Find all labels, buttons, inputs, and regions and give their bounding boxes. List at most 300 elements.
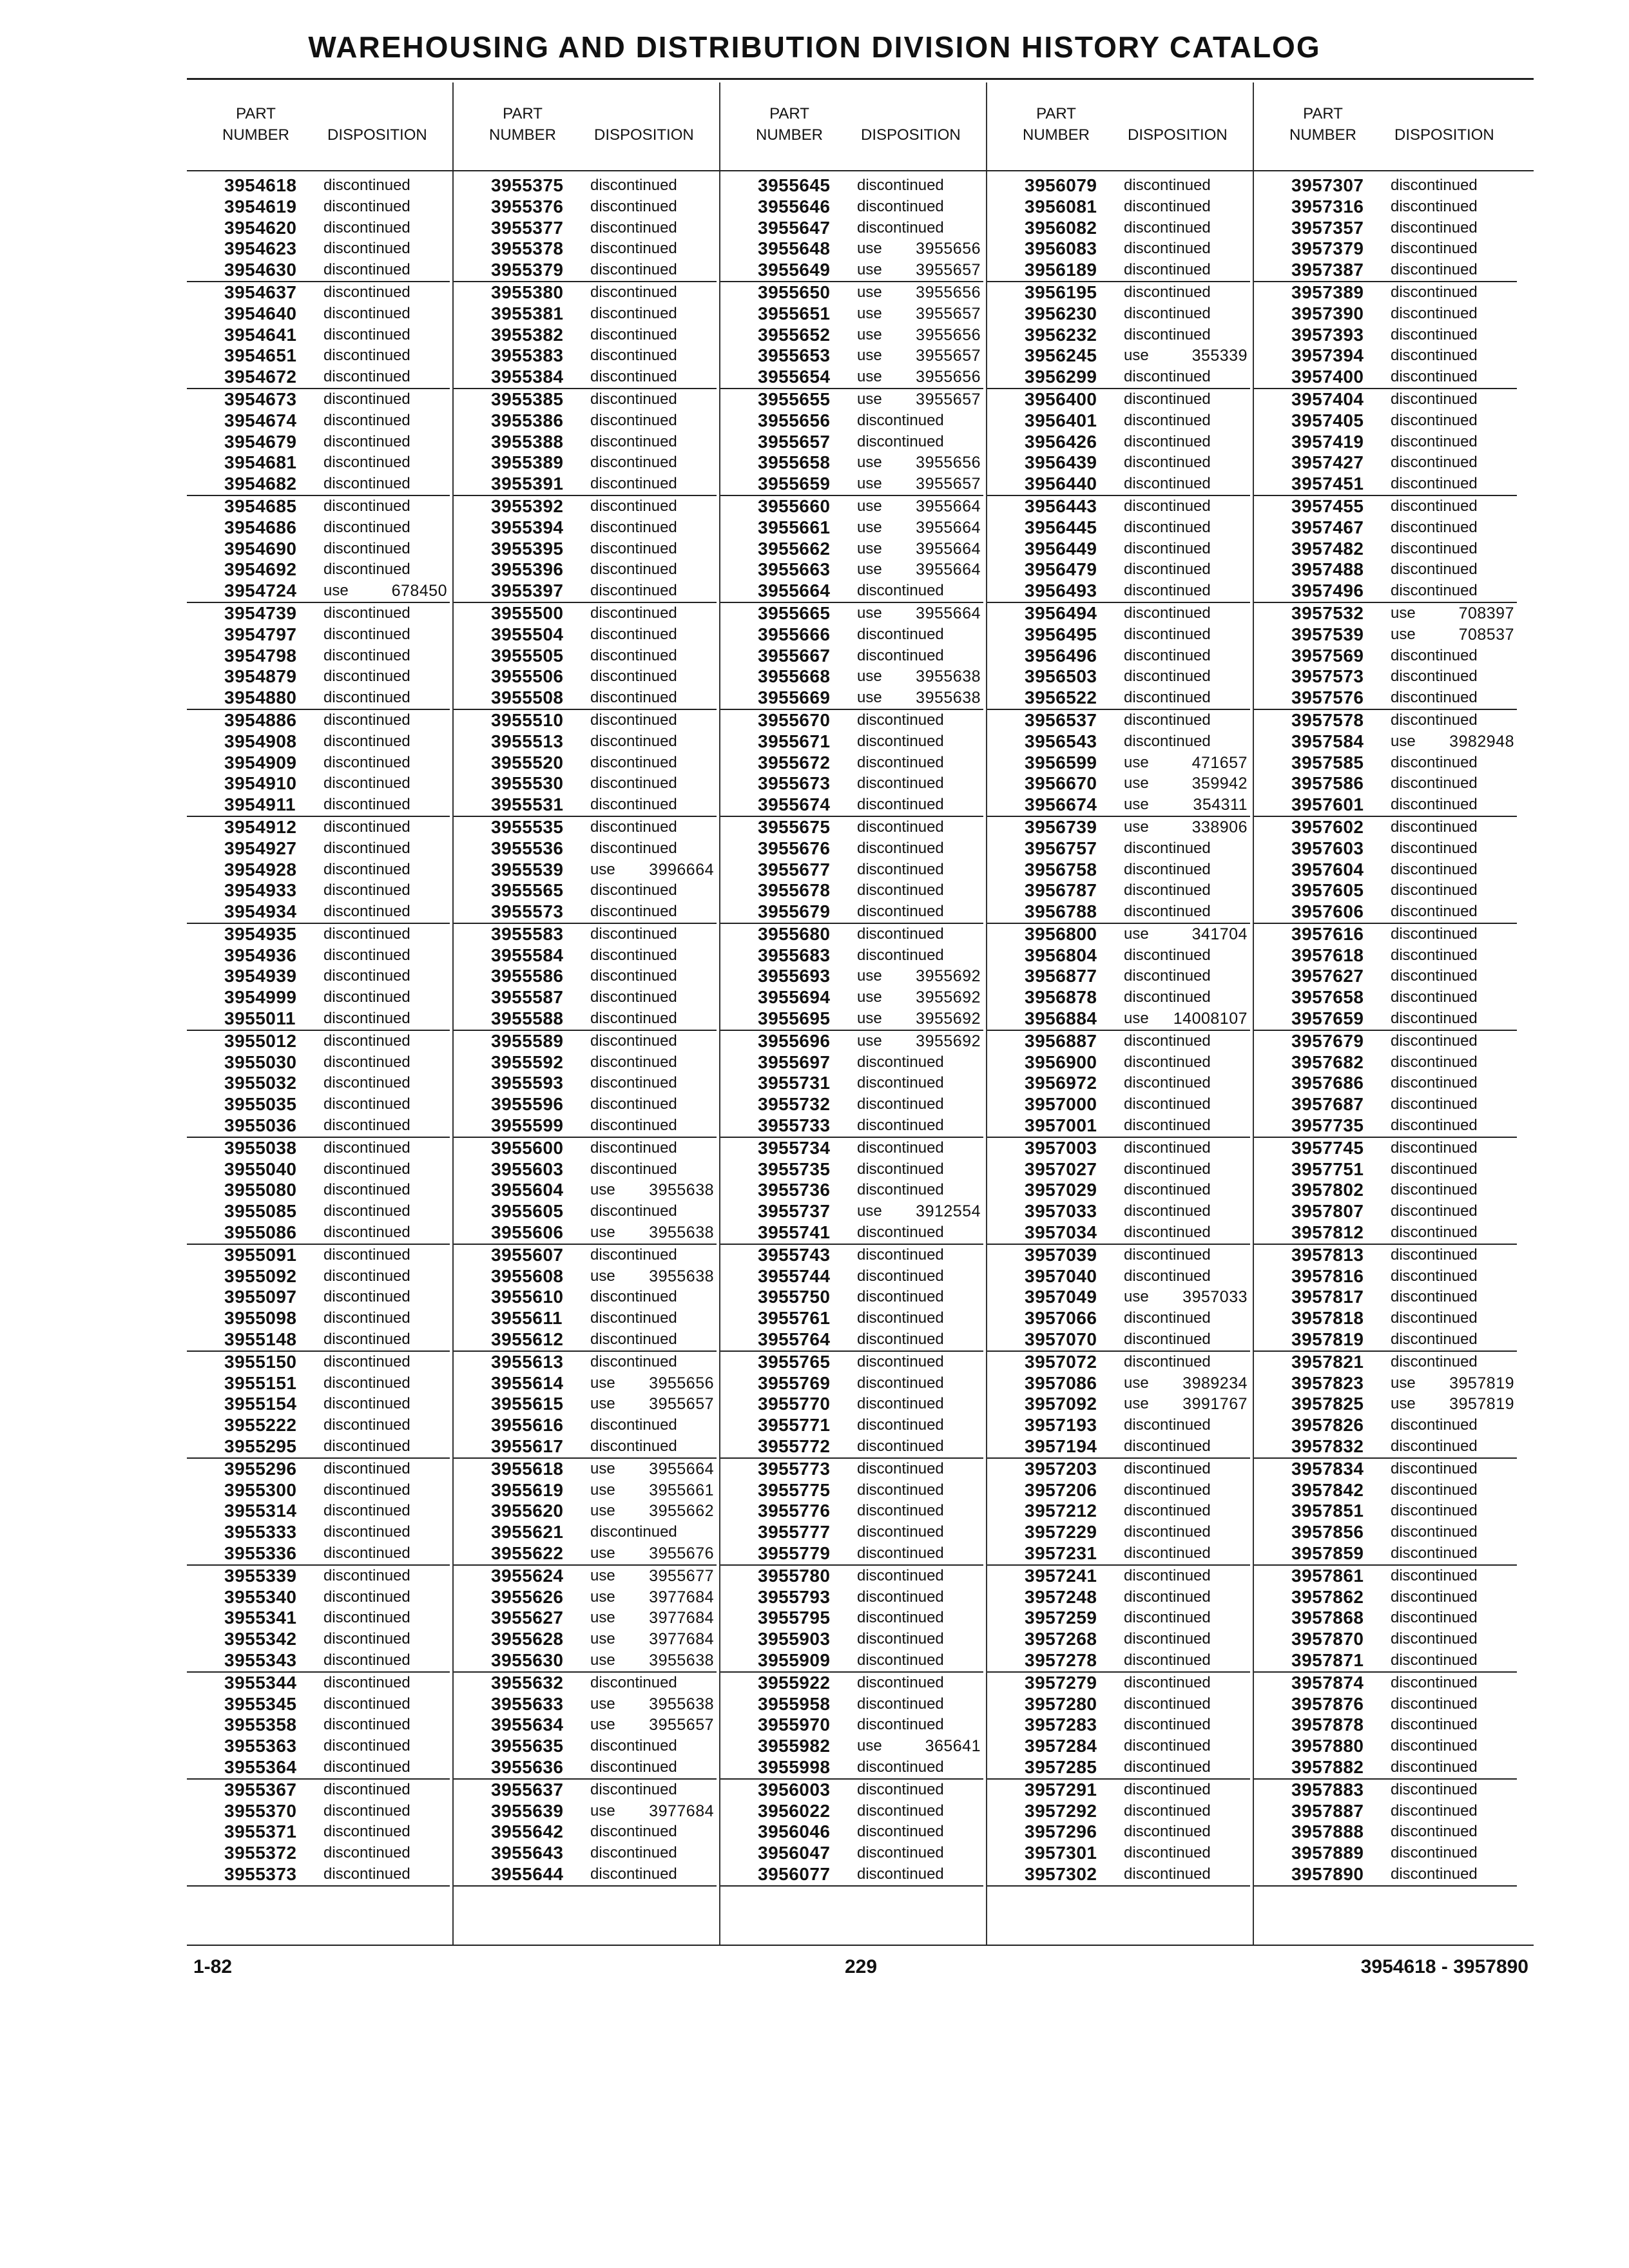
part-number: 3957682: [1291, 1052, 1364, 1072]
disposition: discontinued: [857, 1395, 944, 1413]
table-row: [1254, 1138, 1517, 1159]
table-row: [987, 945, 1250, 966]
table-row: [987, 646, 1250, 667]
part-number: 3957868: [1291, 1608, 1364, 1628]
part-number: 3954798: [224, 645, 297, 666]
part-number: 3955604: [491, 1180, 564, 1200]
part-number: 3955697: [758, 1052, 831, 1072]
table-row: [720, 218, 983, 239]
disposition: discontinued: [323, 604, 410, 622]
table-row: [187, 1073, 450, 1094]
part-number: 3955619: [491, 1479, 564, 1500]
part-number: 3955736: [758, 1180, 831, 1200]
disposition: discontinued: [1124, 261, 1211, 279]
disposition: discontinued: [1391, 582, 1478, 600]
table-row: [720, 452, 983, 474]
replacement-part: 359942: [1191, 774, 1248, 793]
part-number: 3956878: [1025, 987, 1097, 1008]
part-number: 3954681: [224, 452, 297, 473]
table-row: [1254, 753, 1517, 774]
table-row: [987, 197, 1250, 218]
part-number: 3955296: [224, 1458, 297, 1479]
part-number-header: PART NUMBER: [1022, 105, 1090, 144]
part-number: 3957859: [1291, 1543, 1364, 1563]
part-number: 3955632: [491, 1672, 564, 1693]
replacement-part: 3977684: [649, 1802, 714, 1820]
disposition: discontinued: [857, 1352, 944, 1370]
table-row: [1254, 260, 1517, 282]
part-number: 3956232: [1025, 324, 1097, 345]
table-row: [454, 1115, 717, 1138]
table-row: [720, 474, 983, 496]
disposition: discontinued: [590, 539, 677, 557]
replacement-part: 3955664: [916, 539, 981, 558]
disposition: discontinued: [1124, 390, 1211, 408]
table-row: [187, 1629, 450, 1650]
table-row: [720, 1394, 983, 1415]
table-row: [987, 1352, 1250, 1373]
part-number: 3956877: [1025, 966, 1097, 986]
part-number: 3957296: [1025, 1821, 1097, 1842]
part-number: 3957888: [1291, 1821, 1364, 1842]
part-number: 3955643: [491, 1843, 564, 1863]
part-number: 3957357: [1291, 217, 1364, 238]
disposition: discontinued: [1124, 1844, 1211, 1862]
catalog-table: [187, 82, 1534, 1945]
part-number: 3955650: [758, 282, 831, 302]
part-number: 3955668: [758, 666, 831, 687]
table-row: [454, 345, 717, 367]
part-number: 3957679: [1291, 1030, 1364, 1051]
table-row: [454, 1159, 717, 1180]
replacement-part: 355339: [1191, 347, 1248, 365]
disposition: discontinued: [1391, 1245, 1478, 1264]
table-row: [1254, 1436, 1517, 1459]
part-number: 3955694: [758, 987, 831, 1008]
disposition: discontinued: [590, 432, 677, 450]
disposition: discontinued: [323, 390, 410, 408]
part-number: 3955903: [758, 1629, 831, 1649]
table-row: [720, 731, 983, 753]
disposition: discontinued: [590, 668, 677, 686]
table-row: [187, 1008, 450, 1031]
disposition: discontinued: [1391, 1609, 1478, 1627]
part-number: 3957405: [1291, 410, 1364, 430]
table-row: [1254, 1650, 1517, 1673]
disposition: discontinued: [323, 967, 410, 985]
table-row: [987, 1629, 1250, 1650]
part-number: 3956022: [758, 1800, 831, 1821]
disposition: discontinued: [1124, 582, 1211, 600]
disposition: discontinued: [323, 646, 410, 664]
part-number: 3955735: [758, 1158, 831, 1179]
table-row: [1254, 1501, 1517, 1522]
table-row: [454, 773, 717, 794]
table-row: [987, 432, 1250, 453]
part-number: 3956047: [758, 1843, 831, 1863]
table-row: [454, 539, 717, 560]
disposition: discontinued: [590, 197, 677, 215]
part-number: 3956495: [1025, 624, 1097, 644]
table-row: [187, 1650, 450, 1673]
table-row: [454, 218, 717, 239]
table-row: [987, 1522, 1250, 1543]
table-row: [187, 1201, 450, 1222]
part-number: 3955610: [491, 1287, 564, 1307]
disposition: discontinued: [590, 1309, 677, 1327]
part-number: 3956537: [1025, 709, 1097, 730]
table-row: [187, 1222, 450, 1245]
part-number: 3955154: [224, 1394, 297, 1414]
disposition: discontinued: [857, 1416, 944, 1434]
table-row: [987, 1436, 1250, 1459]
part-number: 3956800: [1025, 923, 1097, 944]
table-row: [987, 1673, 1250, 1694]
table-row: [1254, 1415, 1517, 1436]
part-number: 3955624: [491, 1565, 564, 1586]
table-row: [987, 687, 1250, 710]
table-row: [720, 325, 983, 346]
table-row: [720, 367, 983, 389]
table-row: [987, 1650, 1250, 1673]
disposition: discontinued: [1391, 1481, 1478, 1499]
table-row: [720, 1201, 983, 1222]
part-number: 3954912: [224, 816, 297, 837]
disposition: use: [857, 518, 882, 536]
disposition: discontinued: [1124, 625, 1211, 643]
part-number: 3954879: [224, 666, 297, 687]
disposition: discontinued: [1124, 197, 1211, 215]
table-row: [454, 1352, 717, 1373]
table-row: [987, 966, 1250, 987]
disposition: discontinued: [857, 860, 944, 878]
replacement-part: 365641: [925, 1737, 981, 1756]
replacement-part: 3955657: [649, 1716, 714, 1735]
replacement-part: 3955638: [649, 1267, 714, 1285]
table-row: [1254, 1222, 1517, 1245]
table-row: [187, 1501, 450, 1522]
disposition: use: [857, 304, 882, 322]
disposition: discontinued: [1124, 839, 1211, 857]
disposition: discontinued: [1124, 903, 1211, 921]
replacement-part: 3955657: [916, 304, 981, 323]
replacement-part: 3957819: [1449, 1374, 1514, 1392]
part-number: 3955086: [224, 1222, 297, 1243]
replacement-part: 3955664: [649, 1459, 714, 1478]
table-row: [1254, 432, 1517, 453]
table-row: [720, 817, 983, 838]
part-number: 3955621: [491, 1522, 564, 1542]
part-number: 3957586: [1291, 773, 1364, 794]
disposition: discontinued: [323, 1673, 410, 1691]
disposition: discontinued: [1391, 1095, 1478, 1113]
replacement-part: 708397: [1458, 604, 1514, 622]
table-row: [454, 687, 717, 710]
part-number: 3957283: [1025, 1715, 1097, 1735]
part-number: 3955666: [758, 624, 831, 644]
part-number: 3955539: [491, 859, 564, 879]
replacement-part: 3955638: [916, 668, 981, 686]
disposition: discontinued: [590, 646, 677, 664]
disposition: discontinued: [1391, 1117, 1478, 1135]
part-number: 3957394: [1291, 345, 1364, 366]
disposition: discontinued: [1391, 1544, 1478, 1562]
disposition: discontinued: [590, 967, 677, 985]
part-number: 3955626: [491, 1586, 564, 1607]
disposition: discontinued: [1124, 881, 1211, 899]
part-number: 3957687: [1291, 1094, 1364, 1115]
table-row: [720, 1608, 983, 1629]
disposition: discontinued: [323, 283, 410, 301]
footer-rule: [187, 1945, 1534, 1946]
disposition: use: [590, 1651, 615, 1669]
disposition: discontinued: [323, 1651, 410, 1669]
table-row: [1254, 559, 1517, 581]
table-row: [1254, 197, 1517, 218]
part-number: 3957573: [1291, 666, 1364, 687]
header-rule: [187, 170, 1534, 171]
part-number: 3956884: [1025, 1008, 1097, 1029]
part-number: 3955505: [491, 645, 564, 666]
replacement-part: 3977684: [649, 1630, 714, 1649]
part-number: 3954682: [224, 474, 297, 494]
disposition: discontinued: [857, 1588, 944, 1606]
table-row: [987, 474, 1250, 496]
disposition: use: [590, 1802, 615, 1820]
table-row: [720, 901, 983, 924]
table-row: [454, 1629, 717, 1650]
part-number: 3957627: [1291, 966, 1364, 986]
table-row: [720, 1031, 983, 1052]
table-row: [454, 1501, 717, 1522]
part-number: 3955653: [758, 345, 831, 366]
disposition: discontinued: [1124, 1802, 1211, 1820]
table-row: [1254, 1052, 1517, 1073]
table-row: [454, 1436, 717, 1459]
part-number: 3955370: [224, 1800, 297, 1821]
disposition: discontinued: [1124, 1267, 1211, 1285]
table-row: [1254, 218, 1517, 239]
disposition: discontinued: [1124, 1202, 1211, 1220]
disposition: discontinued: [323, 1437, 410, 1456]
table-row: [720, 860, 983, 881]
table-row: [187, 860, 450, 881]
part-number: 3955589: [491, 1030, 564, 1051]
table-row: [454, 1222, 717, 1245]
table-row: [1254, 646, 1517, 667]
table-row: [454, 1287, 717, 1308]
disposition: discontinued: [590, 304, 677, 322]
part-number: 3955363: [224, 1736, 297, 1756]
part-number: 3956543: [1025, 731, 1097, 751]
part-number: 3955341: [224, 1608, 297, 1628]
table-row: [187, 496, 450, 517]
part-number: 3955391: [491, 474, 564, 494]
disposition: discontinued: [1391, 1202, 1478, 1220]
disposition: discontinued: [590, 1010, 677, 1028]
table-row: [187, 218, 450, 239]
part-number: 3955343: [224, 1649, 297, 1670]
disposition: discontinued: [323, 347, 410, 365]
table-row: [720, 1115, 983, 1138]
disposition: discontinued: [323, 561, 410, 579]
disposition: discontinued: [1124, 539, 1211, 557]
disposition: discontinued: [1391, 1331, 1478, 1349]
table-row: [454, 880, 717, 901]
catalog-column: PART NUMBER DISPOSITION 3957307 discontinued 3957316 discontinued 3957357 discontinued 3957379 discontinued 3957387 discontinued 3957389 discontinued 3957390 discontinued 3957393 discontinued 3957394 discontinued 3957400 discontinued 3957404 discontinued 3957405 discontinued 3957419 discontinued 3957427 discontinued 3957451 discontinued 3957455 discontinued 3957467 discontinued 3957482 discontinued 3957488 discontinued 3957496 discontinued 3957532 use 708397 3957539 use 708537 3957569 discontinued 3957573 discontinued 3957576 discontinued 3957578 discontinued 3957584 use 3982948 3957585 discontinued 3957586 discontinued 3957601 discontinued 3957602 discontinued 3957603 discontinued 3957604 discontinued 3957605 discontinued 3957606 discontinued 3957616 discontinued 3957618 discontinued 3957627 discontinued 3957658 discontinued 3957659 discontinued 3957679 discontinued 3957682 discontinued 3957686 discontinued 3957687 discontinued 3957735 discontinued 3957745 discontinued 3957751 discontinued 3957802 discontinued 3957807 discontinued 3957812 discontinued 3957813 discontinued 3957816 discontinued 3957817 discontinued 3957818 discontinued 3957819 discontinued 3957821 discontinued 3957823 use 3957819 3957825 use 3957819 3957826 discontinued 3957832 discontinued 3957834 discontinued 3957842 discontinued 3957851 discontinued 3957856 discontinued 3957859 discontinued 3957861 discontinued 3957862 discontinued 3957868 discontinued 3957870 discontinued 3957871 discontinued 3957874 discontinued 3957876 discontinued 3957878 discontinued 3957880 discontinued 3957882 discontinued 3957883 discontinued 3957887 discontinued 3957888 discontinued 3957889 discontinued 3957890 discontinued: [1254, 82, 1517, 1945]
table-row: [987, 1864, 1250, 1887]
disposition: discontinued: [1391, 774, 1478, 793]
table-row: [720, 282, 983, 303]
part-number: 3957813: [1291, 1244, 1364, 1265]
table-row: [1254, 1094, 1517, 1115]
disposition: discontinued: [1391, 1074, 1478, 1092]
part-number: 3957735: [1291, 1115, 1364, 1136]
table-row: [454, 452, 717, 474]
table-row: [987, 1394, 1250, 1415]
disposition: discontinued: [323, 881, 410, 899]
disposition: discontinued: [1391, 818, 1478, 836]
disposition: discontinued: [1391, 1352, 1478, 1370]
part-number: 3956972: [1025, 1073, 1097, 1093]
replacement-part: 3955656: [916, 325, 981, 344]
disposition: use: [857, 1737, 882, 1755]
part-number: 3955586: [491, 966, 564, 986]
disposition: discontinued: [323, 1716, 410, 1734]
disposition: discontinued: [1124, 1160, 1211, 1178]
part-number: 3957878: [1291, 1715, 1364, 1735]
disposition: use: [857, 347, 882, 365]
part-number: 3957404: [1291, 389, 1364, 409]
disposition: discontinued: [1124, 946, 1211, 964]
part-number-header: PART NUMBER: [1289, 105, 1356, 144]
disposition: discontinued: [1124, 432, 1211, 450]
disposition: discontinued: [1391, 1010, 1478, 1028]
part-number: 3956522: [1025, 687, 1097, 708]
disposition: discontinued: [323, 1609, 410, 1627]
part-number: 3955085: [224, 1201, 297, 1222]
table-row: [1254, 367, 1517, 389]
part-number: 3957604: [1291, 859, 1364, 879]
disposition: use: [857, 561, 882, 579]
table-row: [187, 1159, 450, 1180]
table-row: [720, 1094, 983, 1115]
part-number: 3957066: [1025, 1308, 1097, 1329]
part-number: 3957659: [1291, 1008, 1364, 1029]
part-number: 3957279: [1025, 1672, 1097, 1693]
disposition: discontinued: [590, 1352, 677, 1370]
disposition: discontinued: [857, 946, 944, 964]
disposition: discontinued: [857, 177, 944, 194]
disposition: use: [857, 475, 882, 493]
part-number: 3955773: [758, 1458, 831, 1479]
disposition: discontinued: [590, 818, 677, 836]
table-row: [454, 367, 717, 389]
disposition: discontinued: [857, 1758, 944, 1776]
table-row: [720, 924, 983, 945]
part-number: 3957819: [1291, 1329, 1364, 1350]
disposition: discontinued: [1391, 1437, 1478, 1456]
table-row: [187, 1673, 450, 1694]
disposition: discontinued: [323, 304, 410, 322]
disposition: discontinued: [323, 261, 410, 279]
part-number: 3956758: [1025, 859, 1097, 879]
disposition: discontinued: [590, 1331, 677, 1349]
part-number: 3955097: [224, 1287, 297, 1307]
disposition: use: [1124, 774, 1149, 793]
part-number: 3955378: [491, 238, 564, 259]
disposition: discontinued: [857, 582, 944, 600]
table-row: [1254, 880, 1517, 901]
disposition: discontinued: [323, 774, 410, 793]
section-number: 1-82: [193, 1956, 233, 1977]
table-row: [454, 1543, 717, 1566]
disposition: discontinued: [323, 1352, 410, 1370]
table-row: [720, 1587, 983, 1608]
disposition: discontinued: [590, 390, 677, 408]
disposition: discontinued: [323, 1010, 410, 1028]
replacement-part: 338906: [1191, 818, 1248, 836]
disposition: discontinued: [857, 1481, 944, 1499]
table-row: [720, 1821, 983, 1843]
table-row: [1254, 1245, 1517, 1266]
disposition: discontinued: [1391, 240, 1478, 258]
disposition: discontinued: [1124, 177, 1211, 194]
replacement-part: 3955657: [916, 390, 981, 408]
disposition: discontinued: [323, 1245, 410, 1264]
table-row: [454, 325, 717, 346]
disposition: discontinued: [323, 1802, 410, 1820]
disposition: discontinued: [323, 818, 410, 836]
table-row: [187, 966, 450, 987]
disposition: discontinued: [1391, 860, 1478, 878]
disposition: discontinued: [590, 1074, 677, 1092]
table-row: [1254, 603, 1517, 624]
disposition: discontinued: [323, 860, 410, 878]
part-number: 3955389: [491, 452, 564, 473]
part-number: 3956757: [1025, 838, 1097, 858]
page-title: WAREHOUSING AND DISTRIBUTION DIVISION HISTORY CATALOG: [308, 30, 1321, 64]
entry-list: [187, 175, 450, 1887]
part-number: 3955733: [758, 1115, 831, 1136]
table-row: [987, 1480, 1250, 1501]
table-row: [1254, 794, 1517, 817]
part-number: 3957817: [1291, 1287, 1364, 1307]
part-number: 3956788: [1025, 901, 1097, 922]
part-number-header: PART NUMBER: [222, 105, 289, 144]
table-row: [187, 389, 450, 410]
table-row: [187, 581, 450, 603]
part-number: 3954797: [224, 624, 297, 644]
part-number: 3956670: [1025, 773, 1097, 794]
part-number: 3957379: [1291, 238, 1364, 259]
table-row: [454, 666, 717, 687]
table-row: [720, 1459, 983, 1480]
part-number: 3957585: [1291, 752, 1364, 773]
table-row: [720, 345, 983, 367]
disposition: discontinued: [1124, 604, 1211, 622]
table-row: [454, 1566, 717, 1587]
part-number: 3955382: [491, 324, 564, 345]
table-row: [187, 1266, 450, 1287]
disposition: discontinued: [857, 646, 944, 664]
disposition: discontinued: [323, 839, 410, 857]
part-number: 3957206: [1025, 1479, 1097, 1500]
part-number: 3957861: [1291, 1565, 1364, 1586]
disposition: discontinued: [590, 925, 677, 943]
part-number: 3955530: [491, 773, 564, 794]
entry-list: [720, 175, 983, 1887]
